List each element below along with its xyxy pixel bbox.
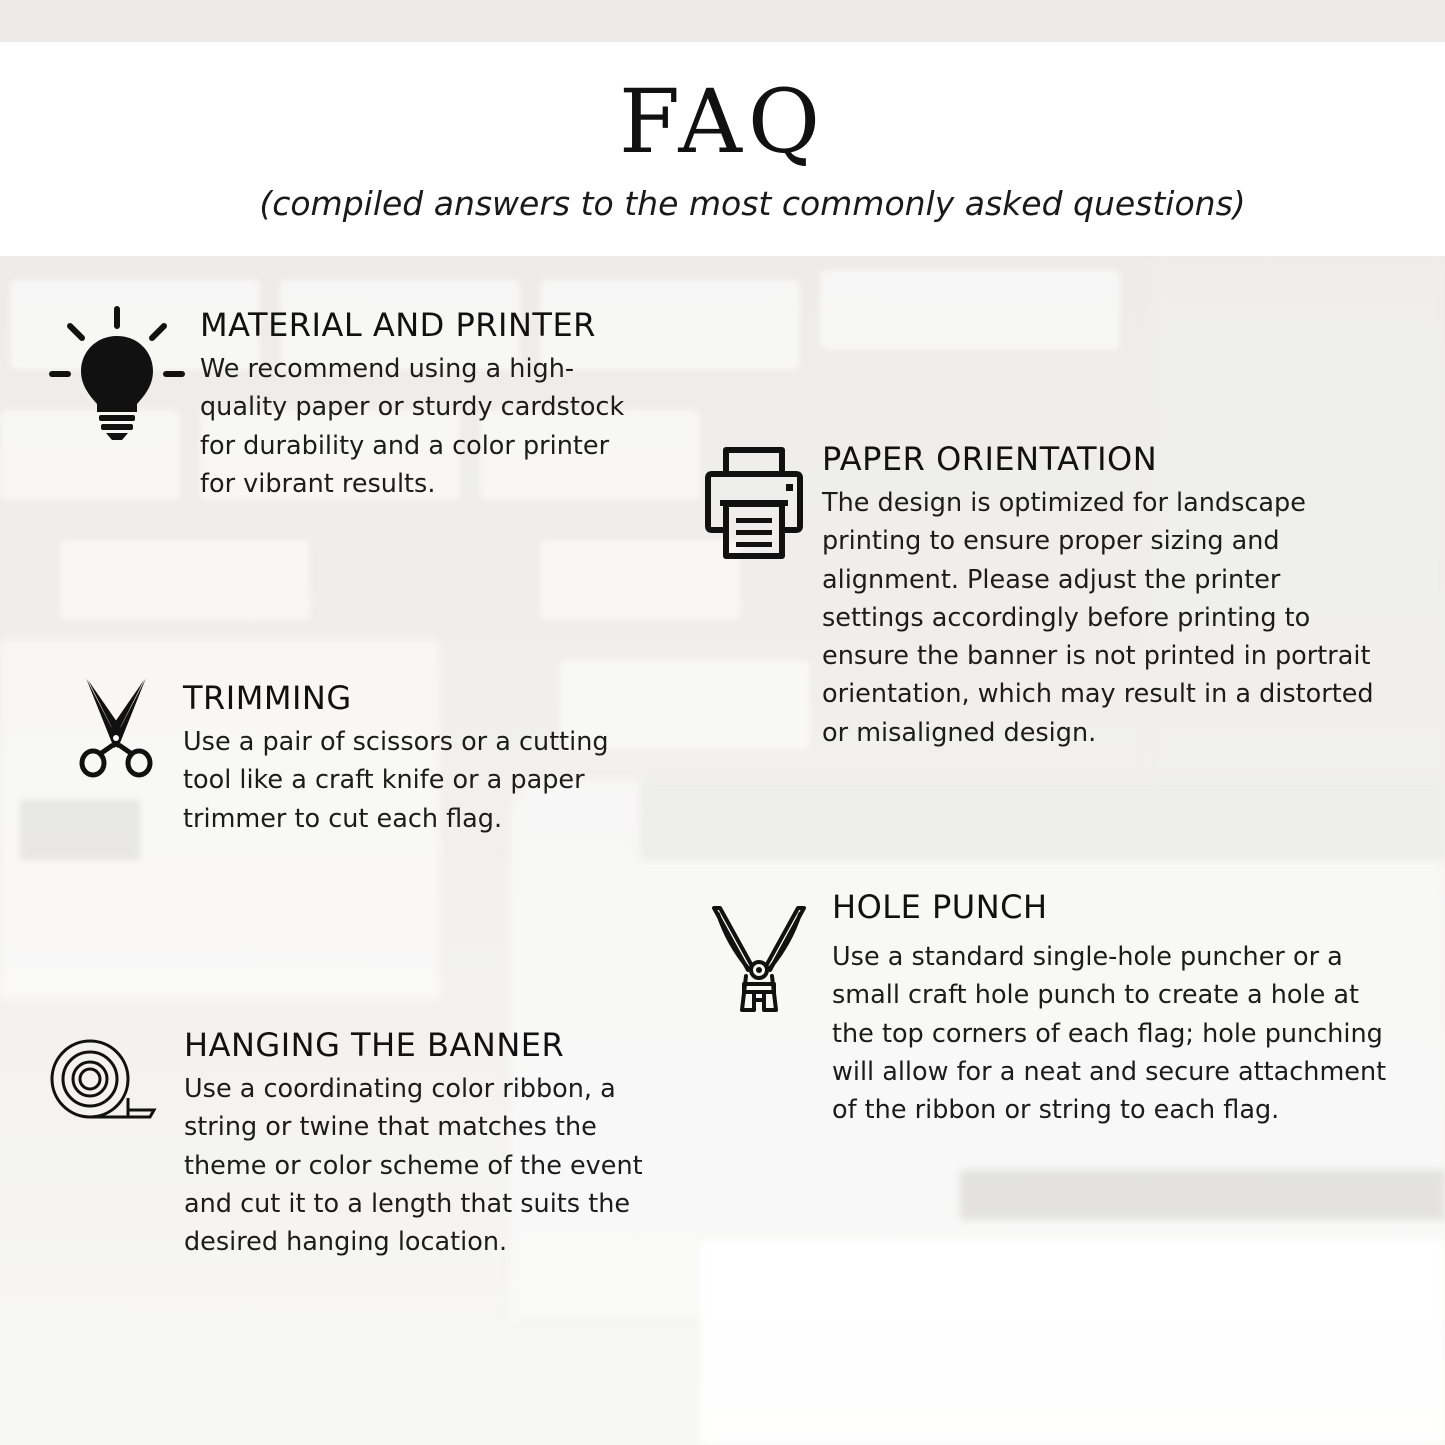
faq-body: The design is optimized for landscape printing to ensure proper sizing and alignment. Please adjust the printer settings accordingly before printing to ensure the banner is not printed in portrait orientation, which may result in a distorted or misaligned design.: [822, 488, 1374, 748]
faq-body: Use a standard single-hole puncher or a small craft hole punch to create a hole at the top corners of each flag; hole punching will allow for a neat and secure attachment of the ribbon or string to each flag.: [832, 942, 1387, 1126]
faq-title: PAPER ORIENTATION: [822, 440, 1158, 478]
faq-hanging-the-banner: [184, 1026, 664, 1261]
faq-title: HANGING THE BANNER: [184, 1026, 565, 1064]
faq-title: HOLE PUNCH: [832, 888, 1048, 926]
faq-trimming: [183, 679, 653, 838]
scissors-icon: [76, 674, 156, 782]
hole-punch-icon: [710, 904, 808, 1016]
lightbulb-icon: [48, 304, 186, 444]
printer-icon: [704, 446, 804, 560]
faq-paper-orientation: [822, 440, 1402, 752]
page-subtitle: (compiled answers to the most commonly asked questions): [259, 184, 1246, 223]
faq-hole-punch: [832, 888, 1412, 1129]
header-banner: [0, 42, 1445, 256]
faq-title: MATERIAL AND PRINTER: [200, 306, 596, 344]
faq-body: Use a coordinating color ribbon, a string or twine that matches the theme or color scheme of the event and cut it to a length that suits the desired hanging location.: [184, 1074, 643, 1258]
ribbon-roll-icon: [50, 1036, 158, 1122]
faq-body: We recommend using a high-quality paper or sturdy cardstock for durability and a color printer for vibrant results.: [200, 354, 625, 499]
page-title: FAQ: [618, 70, 827, 173]
faq-body: Use a pair of scissors or a cutting tool like a craft knife or a paper trimmer to cut each flag.: [183, 727, 609, 834]
faq-material-and-printer: [200, 306, 660, 503]
faq-title: TRIMMING: [183, 679, 352, 717]
